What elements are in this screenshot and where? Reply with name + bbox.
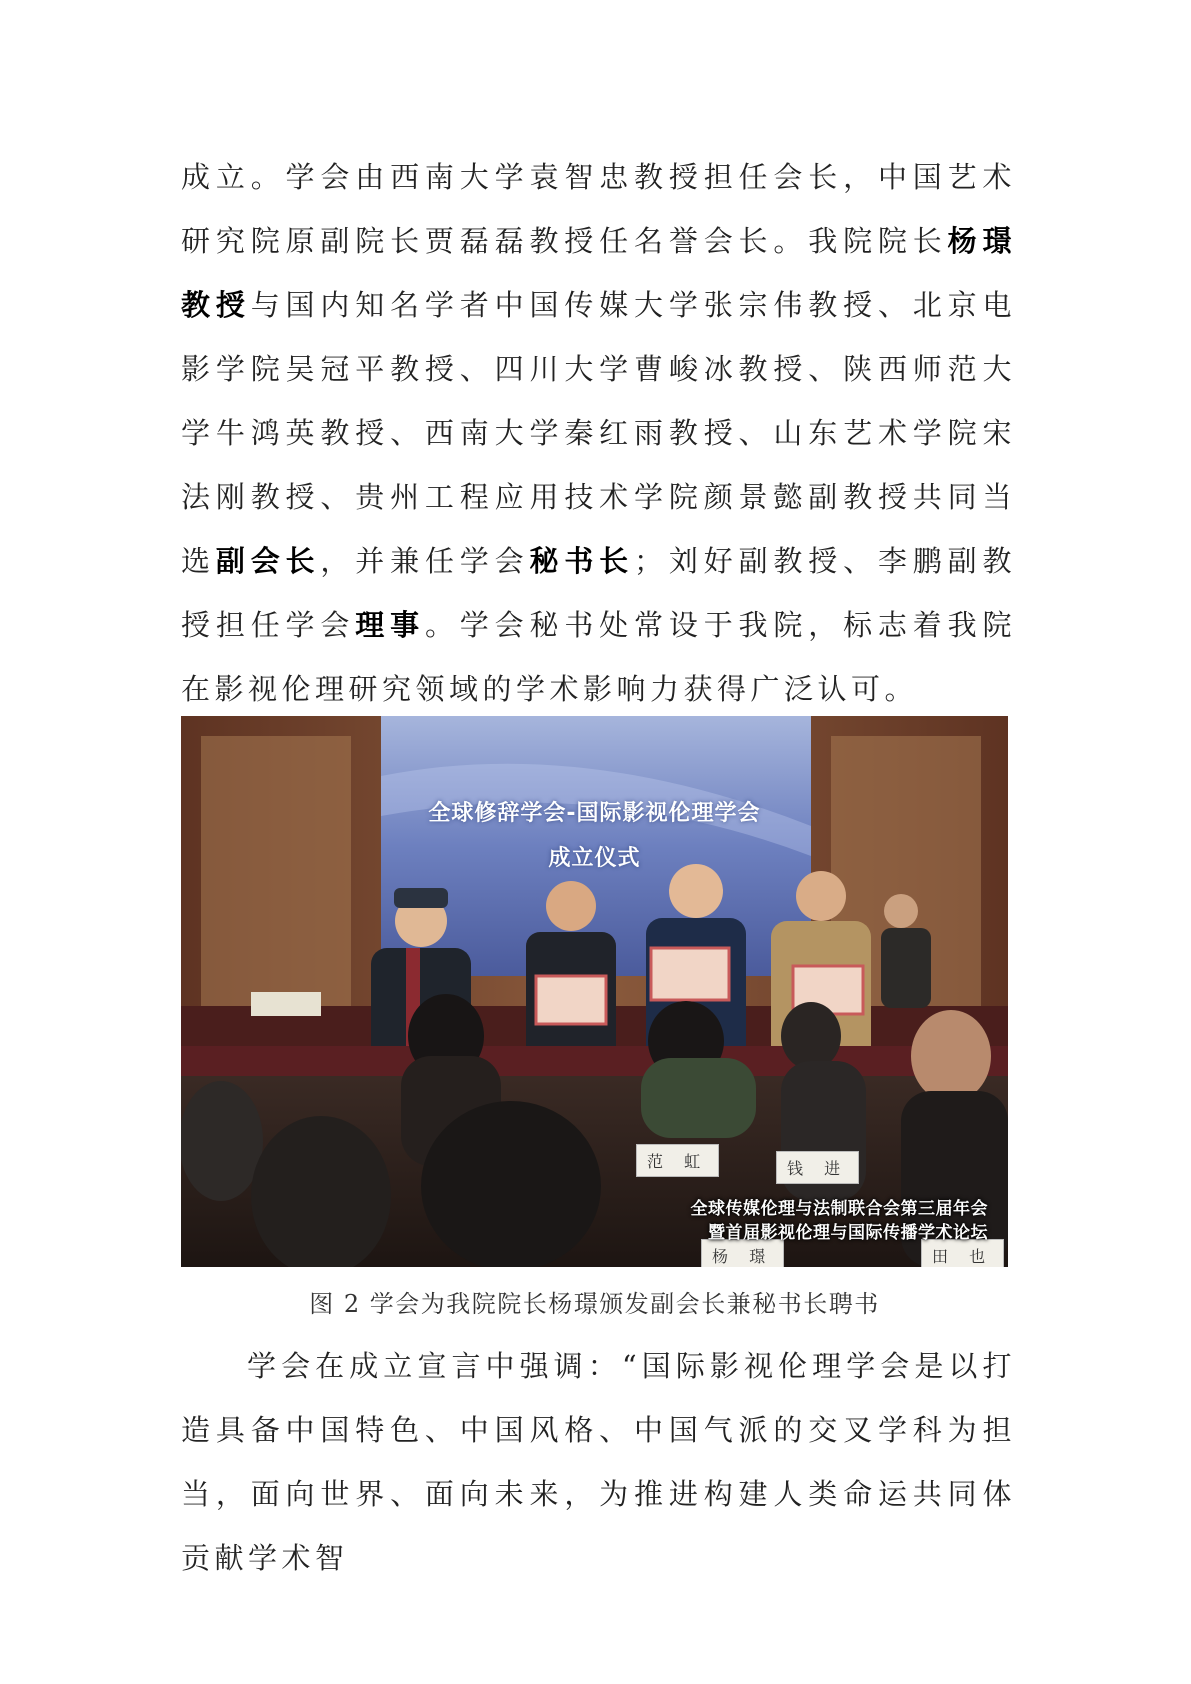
paragraph-1-text-d: ；刘好副教授、李鹏副教授担任学会 bbox=[181, 544, 1016, 642]
paragraph-1-bold-secretary-general: 秘书长 bbox=[529, 544, 635, 578]
screen-title-line-2: 成立仪式 bbox=[548, 846, 641, 871]
figure-caption: 图 2 学会为我院院长杨璟颁发副会长兼秘书长聘书 bbox=[309, 1290, 880, 1318]
paragraph-1-bold-vice-president: 副会长 bbox=[215, 544, 321, 578]
nameplate-1: 范 虹 bbox=[636, 1144, 719, 1177]
paragraph-1 bbox=[181, 145, 1016, 721]
screen-title-line-1: 全球修辞学会-国际影视伦理学会 bbox=[428, 801, 761, 826]
paragraph-1-text-b: 与国内知名学者中国传媒大学张宗伟教授、北京电影学院吴冠平教授、四川大学曹峻冰教授、陕西师范大学牛鸿英教授、西南大学秦红雨教授、山东艺术学院宋法刚教授、贵州工程应用技术学院颜景懿副教授共同当选 bbox=[181, 288, 1016, 578]
nameplate-4: 田 也 bbox=[921, 1239, 1004, 1267]
paragraph-1-text-e: 。学会秘书处常设于我院，标志着我院在影视伦理研究领域的学术影响力获得广泛认可。 bbox=[181, 608, 1016, 706]
paragraph-1-text-c: ，并兼任学会 bbox=[320, 544, 530, 578]
paragraph-1-bold-name: 杨璟教授 bbox=[181, 224, 1016, 322]
photo-overlay-line-1: 全球传媒伦理与法制联合会第三届年会 bbox=[690, 1199, 988, 1219]
ceremony-photo bbox=[181, 716, 1008, 1267]
photo-overlay-line-2: 暨首届影视伦理与国际传播学术论坛 bbox=[708, 1223, 988, 1243]
paragraph-2: 学会在成立宣言中强调：“国际影视伦理学会是以打造具备中国特色、中国风格、中国气派的交叉学科为担当，面向世界、面向未来，为推进构建人类命运共同体贡献学术智 bbox=[181, 1349, 1016, 1575]
paragraph-1-bold-director: 理事 bbox=[355, 608, 425, 642]
nameplate-3: 杨 璟 bbox=[701, 1239, 784, 1267]
paragraph-1-text-a: 成立。学会由西南大学袁智忠教授担任会长，中国艺术研究院原副院长贾磊磊教授任名誉会长。我院院长 bbox=[181, 160, 1016, 258]
nameplate-2: 钱 进 bbox=[776, 1151, 859, 1184]
